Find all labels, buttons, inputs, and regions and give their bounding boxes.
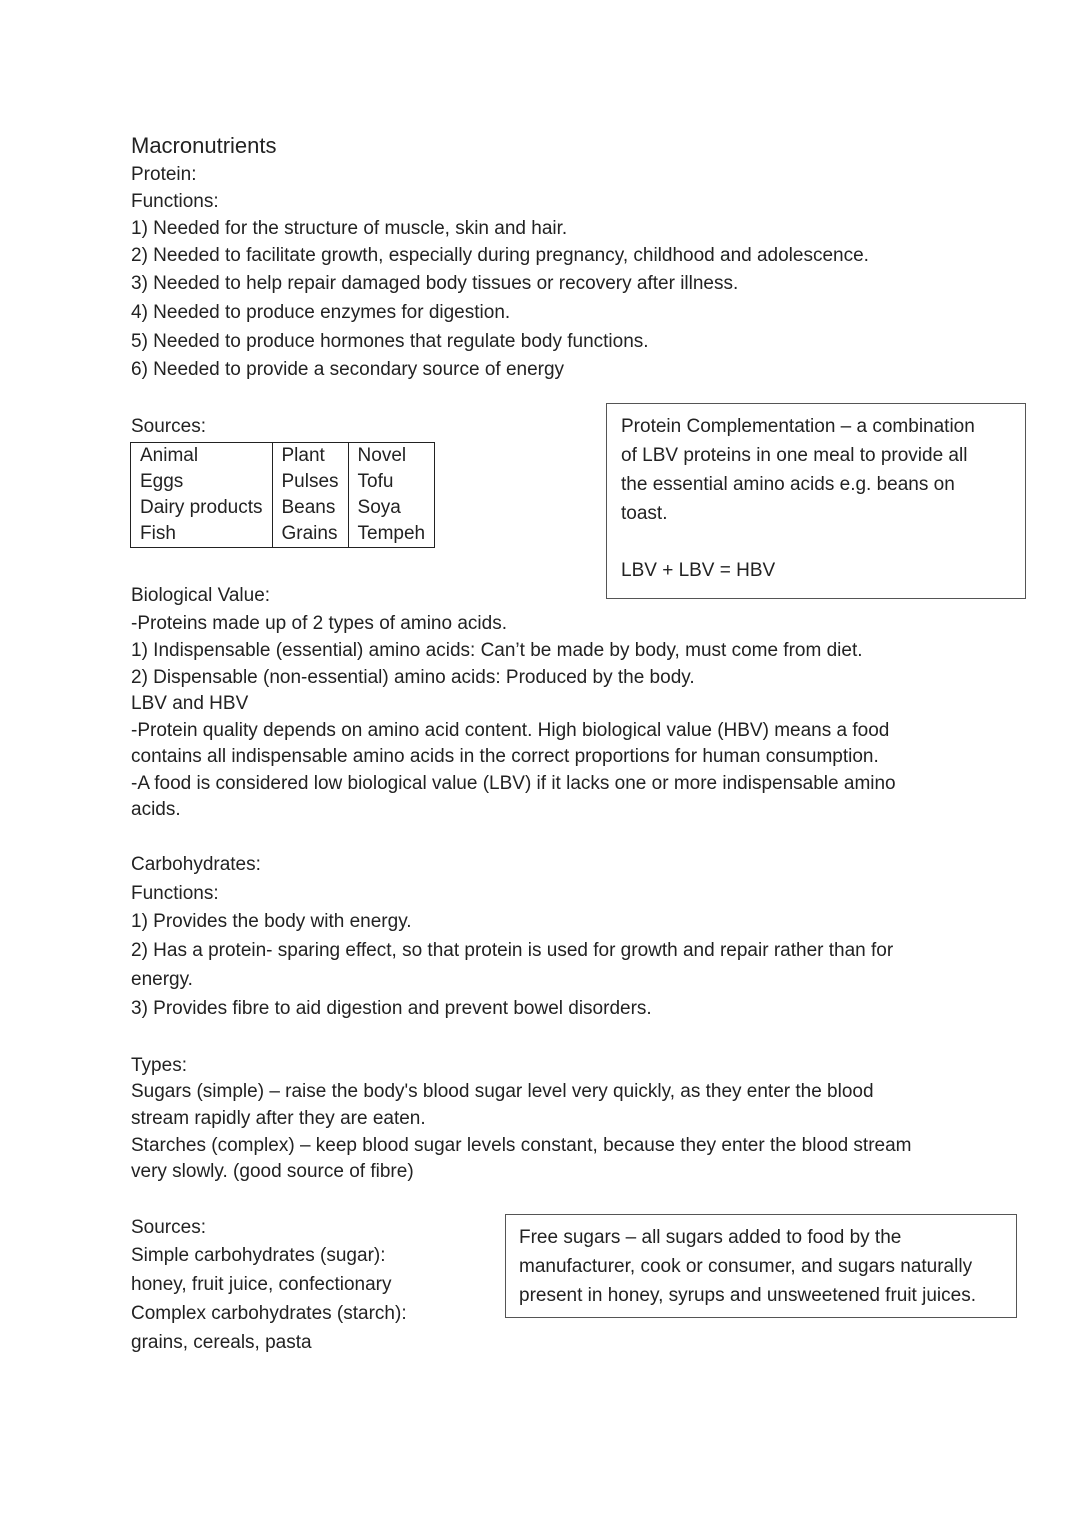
table-cell: Soya <box>348 495 435 521</box>
protein-functions-heading: Functions: <box>131 191 219 212</box>
carbohydrates-sources-heading: Sources: <box>131 1217 206 1238</box>
protein-sources-heading: Sources: <box>131 416 206 437</box>
table-cell: Fish <box>131 521 273 548</box>
table-header-novel: Novel <box>348 443 435 470</box>
protein-function-5: 5) Needed to produce hormones that regulate body functions. <box>131 331 649 352</box>
table-cell: Tempeh <box>348 521 435 548</box>
table-header-plant: Plant <box>272 443 348 470</box>
carbohydrates-source-line: honey, fruit juice, confectionary <box>131 1274 392 1295</box>
lbv-hbv-line: contains all indispensable amino acids in the correct proportions for human consumption. <box>131 746 879 767</box>
protein-complementation-box <box>606 403 1026 599</box>
carbohydrates-function: 1) Provides the body with energy. <box>131 911 412 932</box>
complementation-equation: LBV + LBV = HBV <box>621 560 776 581</box>
table-header-row <box>131 443 435 470</box>
carbohydrates-type-line: very slowly. (good source of fibre) <box>131 1161 414 1182</box>
protein-heading: Protein: <box>131 164 197 185</box>
table-cell: Pulses <box>272 469 348 495</box>
protein-function-4: 4) Needed to produce enzymes for digestion. <box>131 302 511 323</box>
free-sugars-line: Free sugars – all sugars added to food by the <box>519 1227 902 1248</box>
carbohydrates-function: 3) Provides fibre to aid digestion and prevent bowel disorders. <box>131 998 652 1019</box>
carbohydrates-type-line: Starches (complex) – keep blood sugar levels constant, because they enter the blood stream <box>131 1135 912 1156</box>
table-cell: Dairy products <box>131 495 273 521</box>
protein-function-1: 1) Needed for the structure of muscle, skin and hair. <box>131 218 568 239</box>
table-cell: Tofu <box>348 469 435 495</box>
biological-value-heading: Biological Value: <box>131 585 271 606</box>
protein-function-6: 6) Needed to provide a secondary source of energy <box>131 359 565 380</box>
protein-sources-table <box>130 442 435 548</box>
protein-function-2: 2) Needed to facilitate growth, especially during pregnancy, childhood and adolescence. <box>131 245 869 266</box>
biological-value-line: 2) Dispensable (non-essential) amino acids: Produced by the body. <box>131 667 695 688</box>
protein-function-3: 3) Needed to help repair damaged body tissues or recovery after illness. <box>131 273 739 294</box>
table-cell: Beans <box>272 495 348 521</box>
page-title: Macronutrients <box>131 133 277 158</box>
free-sugars-line: present in honey, syrups and unsweetened fruit juices. <box>519 1285 976 1306</box>
biological-value-line: 1) Indispensable (essential) amino acids: Can’t be made by body, must come from diet. <box>131 640 863 661</box>
table-header-animal: Animal <box>131 443 273 470</box>
carbohydrates-heading: Carbohydrates: <box>131 854 261 875</box>
carbohydrates-type-line: stream rapidly after they are eaten. <box>131 1108 426 1129</box>
complementation-line: of LBV proteins in one meal to provide all <box>621 445 968 466</box>
lbv-hbv-line: acids. <box>131 799 181 820</box>
complementation-line: the essential amino acids e.g. beans on <box>621 474 955 495</box>
lbv-hbv-subheading: LBV and HBV <box>131 693 249 714</box>
table-row <box>131 521 435 548</box>
lbv-hbv-line: -Protein quality depends on amino acid content. High biological value (HBV) means a food <box>131 720 890 741</box>
free-sugars-line: manufacturer, cook or consumer, and sugars naturally <box>519 1256 973 1277</box>
table-cell: Eggs <box>131 469 273 495</box>
complementation-line: Protein Complementation – a combination <box>621 416 975 437</box>
lbv-hbv-line: -A food is considered low biological value (LBV) if it lacks one or more indispensable amino <box>131 773 896 794</box>
carbohydrates-source-line: Simple carbohydrates (sugar): <box>131 1245 386 1266</box>
carbohydrates-types-heading: Types: <box>131 1055 187 1076</box>
free-sugars-box <box>505 1214 1017 1318</box>
carbohydrates-source-line: Complex carbohydrates (starch): <box>131 1303 407 1324</box>
carbohydrates-function: energy. <box>131 969 193 990</box>
table-row <box>131 469 435 495</box>
complementation-line: toast. <box>621 503 668 524</box>
table-row <box>131 495 435 521</box>
biological-value-line: -Proteins made up of 2 types of amino acids. <box>131 613 507 634</box>
carbohydrates-source-line: grains, cereals, pasta <box>131 1332 312 1353</box>
carbohydrates-function: 2) Has a protein- sparing effect, so that protein is used for growth and repair rather than for <box>131 940 894 961</box>
carbohydrates-functions-heading: Functions: <box>131 883 219 904</box>
table-cell: Grains <box>272 521 348 548</box>
carbohydrates-type-line: Sugars (simple) – raise the body's blood sugar level very quickly, as they enter the blood <box>131 1081 874 1102</box>
